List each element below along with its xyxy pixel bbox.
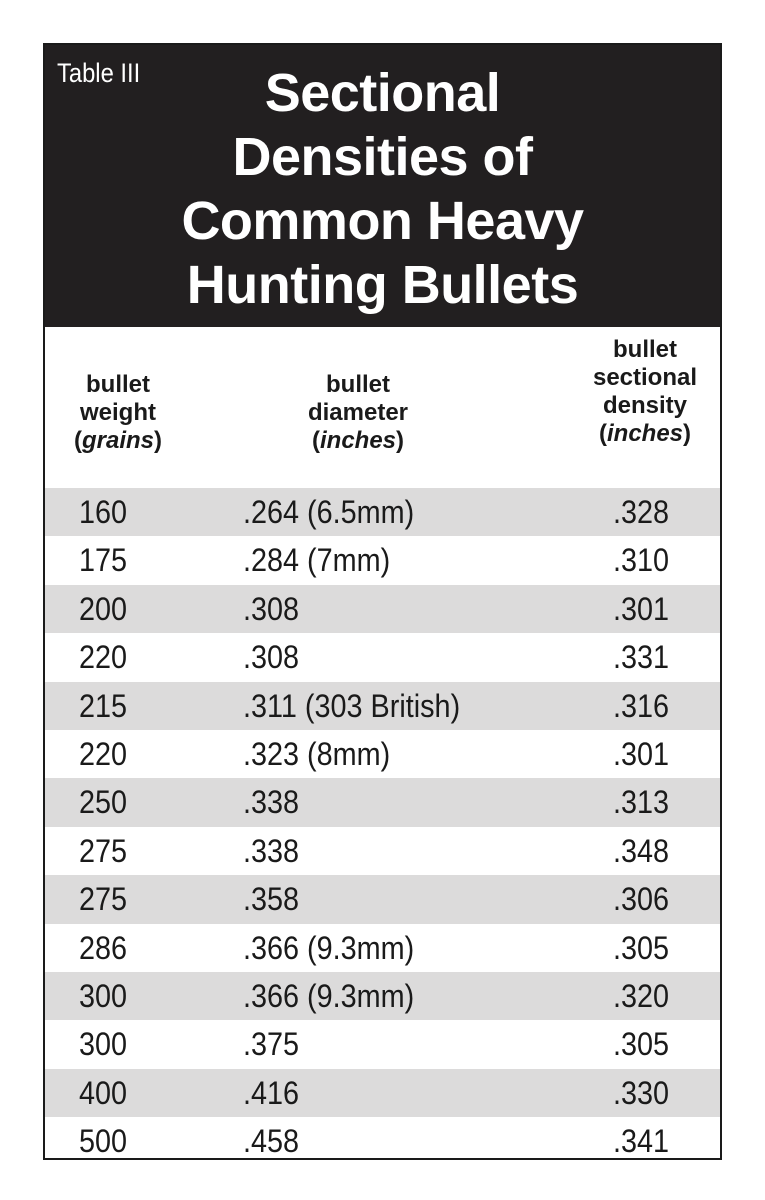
column-header-unit: (inches): [598, 420, 692, 447]
diameter-cell: .308: [243, 639, 300, 676]
weight-cell: 175: [79, 542, 128, 579]
diameter-cell: .311 (303 British): [243, 687, 461, 724]
title-line-2: Densities of: [232, 127, 533, 187]
table-row: [45, 488, 720, 536]
sectional-density-cell: .331: [613, 639, 670, 676]
table-row: [45, 778, 720, 826]
sectional-density-cell: .316: [613, 687, 670, 724]
sectional-density-cell: .301: [613, 735, 670, 772]
sectional-density-cell: .305: [613, 1026, 670, 1063]
weight-cell: 400: [79, 1074, 128, 1111]
title-line-4: Hunting Bullets: [186, 255, 579, 315]
column-header-line: weight: [80, 399, 156, 426]
diameter-cell: .458: [243, 1123, 300, 1160]
column-header-line: bullet: [86, 371, 150, 398]
weight-cell: 300: [79, 977, 128, 1014]
table-number-label: Table III: [57, 58, 141, 88]
table-body: [45, 488, 720, 1165]
diameter-cell: .308: [243, 590, 300, 627]
weight-cell: 250: [79, 784, 128, 821]
table-header: [45, 45, 720, 327]
column-header-unit: (grains): [73, 427, 163, 454]
weight-cell: 215: [79, 687, 128, 724]
table-row: [45, 1117, 720, 1165]
column-header-line: diameter: [307, 399, 409, 426]
column-header-line: bullet: [326, 371, 390, 398]
table-row: [45, 633, 720, 681]
table-row: [45, 1069, 720, 1117]
table-row: [45, 730, 720, 778]
sectional-density-cell: .313: [613, 784, 670, 821]
weight-cell: 220: [79, 735, 128, 772]
diameter-cell: .375: [243, 1026, 300, 1063]
weight-cell: 300: [79, 1026, 128, 1063]
diameter-cell: .284 (7mm): [243, 542, 391, 579]
title-line-3: Common Heavy: [181, 191, 584, 251]
title-line-1: Sectional: [264, 63, 501, 123]
table-row: [45, 972, 720, 1020]
sectional-density-cell: .301: [613, 590, 670, 627]
table-title: [45, 61, 720, 317]
sectional-density-cell: .341: [613, 1123, 670, 1160]
column-header-weight: [53, 371, 183, 455]
sectional-density-cell: .310: [613, 542, 670, 579]
diameter-cell: .338: [243, 832, 300, 869]
table-row: [45, 585, 720, 633]
weight-cell: 220: [79, 639, 128, 676]
diameter-cell: .358: [243, 881, 300, 918]
column-header-line: bullet: [613, 336, 677, 363]
unit-text: inches: [606, 420, 684, 447]
column-header-sectional-density: [565, 336, 725, 448]
weight-cell: 275: [79, 832, 128, 869]
table-frame: [43, 43, 722, 1160]
sectional-density-cell: .320: [613, 977, 670, 1014]
diameter-cell: .323 (8mm): [243, 735, 391, 772]
unit-text: inches: [319, 427, 397, 454]
table-row: [45, 924, 720, 972]
diameter-cell: .264 (6.5mm): [243, 494, 415, 530]
weight-cell: 160: [79, 494, 128, 530]
weight-cell: 500: [79, 1123, 128, 1160]
diameter-cell: .366 (9.3mm): [243, 977, 415, 1014]
table-row: [45, 827, 720, 875]
column-header-line: density: [602, 392, 688, 419]
diameter-cell: .366 (9.3mm): [243, 929, 415, 966]
sectional-density-cell: .328: [613, 494, 670, 530]
column-header-diameter: [273, 371, 443, 455]
diameter-cell: .416: [243, 1074, 300, 1111]
sectional-density-cell: .305: [613, 929, 670, 966]
weight-cell: 200: [79, 590, 128, 627]
weight-cell: 286: [79, 929, 128, 966]
table-row: [45, 536, 720, 584]
weight-cell: 275: [79, 881, 128, 918]
sectional-density-cell: .348: [613, 832, 670, 869]
diameter-cell: .338: [243, 784, 300, 821]
column-header-unit: (inches): [311, 427, 405, 454]
sectional-density-cell: .330: [613, 1074, 670, 1111]
sectional-density-cell: .306: [613, 881, 670, 918]
table-row: [45, 1020, 720, 1068]
table-row: [45, 875, 720, 923]
column-header-line: sectional: [592, 364, 698, 391]
table-row: [45, 682, 720, 730]
unit-text: grains: [81, 427, 155, 454]
